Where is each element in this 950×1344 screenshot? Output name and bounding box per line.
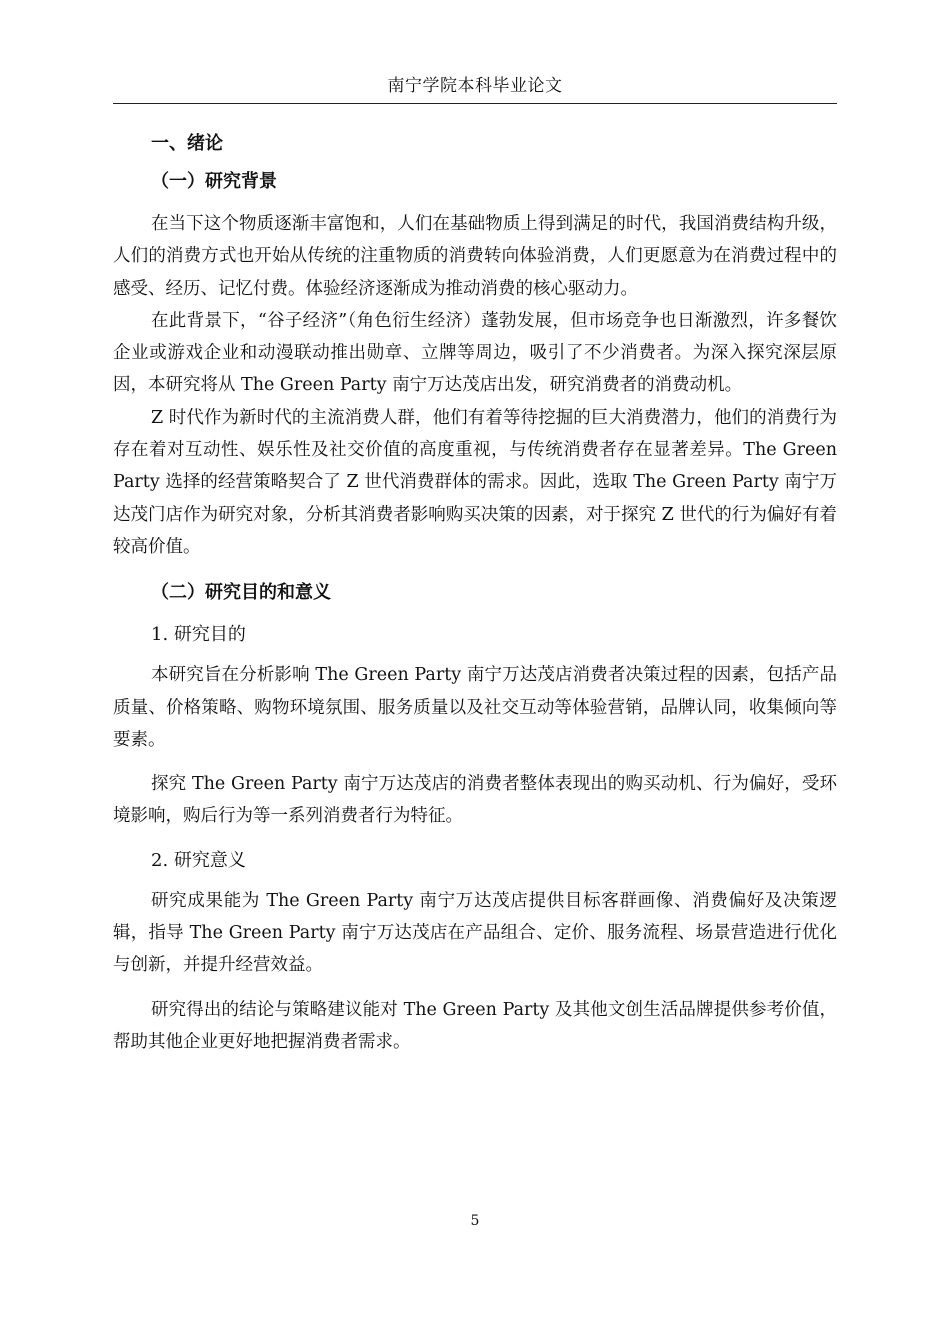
page-number: 5 bbox=[470, 1213, 480, 1229]
page-body bbox=[113, 126, 837, 1058]
paragraph-significance-2: 研究得出的结论与策略建议能对 The Green Party 及其他文创生活品牌提供参考价值，帮助其他企业更好地把握消费者需求。 bbox=[113, 999, 837, 1052]
paragraph-purpose-2: 探究 The Green Party 南宁万达茂店的消费者整体表现出的购买动机、行为偏好，受环境影响，购后行为等一系列消费者行为特征。 bbox=[113, 774, 837, 827]
paragraph-purpose-1: 本研究旨在分析影响 The Green Party 南宁万达茂店消费者决策过程的因素，包括产品质量、价格策略、购物环境氛围、服务质量以及社交互动等体验营销，品牌认同，收集倾向等要素。 bbox=[113, 665, 837, 750]
paragraph-background-1: 在当下这个物质逐渐丰富饱和，人们在基础物质上得到满足的时代，我国消费结构升级，人们的消费方式也开始从传统的注重物质的消费转向体验消费，人们更愿意为在消费过程中的感受、经历、记忆付费。体验经济逐渐成为推动消费的核心驱动力。 bbox=[113, 214, 837, 299]
header-divider bbox=[113, 103, 837, 104]
paragraph-background-2: 在此背景下，“谷子经济”（角色衍生经济）蓬勃发展，但市场竞争也日渐激烈，许多餐饮企业或游戏企业和动漫联动推出勋章、立牌等周边，吸引了不少消费者。为深入探究深层原因，本研究将从 The Green Party 南宁万达茂店出发，研究消费者的消费动机。 bbox=[113, 310, 837, 396]
section-heading-background: （一）研究背景 bbox=[151, 171, 277, 192]
subsection-heading-significance: 2. 研究意义 bbox=[151, 849, 246, 871]
paragraph-significance-1: 研究成果能为 The Green Party 南宁万达茂店提供目标客群画像、消费偏好及决策逻辑，指导 The Green Party 南宁万达茂店在产品组合、定价、服务流程、场景营造进行优化与创新，并提升经营效益。 bbox=[113, 890, 837, 976]
running-header: 南宁学院本科毕业论文 bbox=[387, 76, 563, 96]
chapter-heading: 一、绪论 bbox=[151, 133, 223, 154]
paragraph-background-3: Z 时代作为新时代的主流消费人群，他们有着等待挖掘的巨大消费潜力，他们的消费行为存在着对互动性、娱乐性及社交价值的高度重视，与传统消费者存在显著差异。The Green Party 选择的经营策略契合了 Z 世代消费群体的需求。因此，选取 The Green Party 南宁万达茂门店作为研究对象，分析其消费者影响购买决策的因素，对于探究 Z 世代的行为偏好有着较高价值。 bbox=[113, 407, 837, 557]
subsection-heading-purpose: 1. 研究目的 bbox=[151, 624, 246, 646]
section-heading-purpose-significance: （二）研究目的和意义 bbox=[151, 582, 331, 604]
